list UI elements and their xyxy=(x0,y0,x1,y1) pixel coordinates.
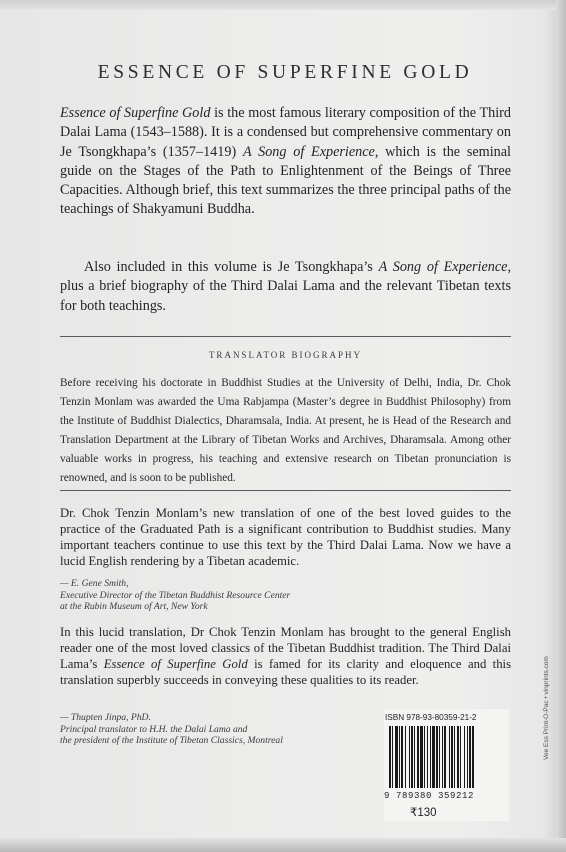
translator-biography-heading: TRANSLATOR BIOGRAPHY xyxy=(208,350,363,360)
contents-text-a: Also included in this volume is Je Tsongkhapa’s xyxy=(84,259,379,275)
translator-biography: Before receiving his doctorate in Buddhist Studies at the University of Delhi, India, Dr. Chok Tenzin Monlam was awarded the Uma Rabjampa (Master’s degree in Buddhist Philosophy) from the Institute of Buddhist Dialectics, Dharamsala, India. At present, he is Head of the Research and Translation Department at the Library of Tibetan Works and Archives, Dharamsala. Among other valuable works in progress, his teaching and extensive research on Tibetan pronunciation is renowned, and is soon to be published. xyxy=(60,377,511,484)
description-paragraph xyxy=(60,104,511,220)
barcode-bar xyxy=(444,726,446,788)
barcode-bar xyxy=(405,726,406,788)
quote-title-italic: Essence of Superfine Gold xyxy=(103,657,248,671)
endorser-role: at the Rubin Museum of Art, New York xyxy=(60,601,208,612)
song-title-italic: A Song of Experience xyxy=(242,143,375,160)
isbn-label: ISBN 978-93-80359-21-2 xyxy=(385,713,477,722)
barcode-bar xyxy=(432,726,435,788)
endorsement-attribution xyxy=(60,578,290,613)
barcode-bar xyxy=(457,726,459,788)
endorser-name: — E. Gene Smith, xyxy=(60,578,129,589)
barcode-bar xyxy=(464,726,465,788)
barcode-bar xyxy=(430,726,431,788)
quote-text-b: is famed for its clarity and eloquence and this translation superbly succeeds in conveying these qualities to its reader. xyxy=(60,657,512,687)
barcode-bar xyxy=(414,726,415,788)
barcode-bar xyxy=(451,726,453,788)
barcode-bar xyxy=(472,726,474,788)
title-italic: Essence of Superfine Gold xyxy=(60,105,211,121)
contents-italic: A Song of Experience xyxy=(378,259,508,275)
endorsement-attribution xyxy=(60,712,283,747)
isbn-digits: 9 789380 359212 xyxy=(384,791,475,801)
barcode-bar xyxy=(417,726,419,788)
description-text-b: , which is the seminal guide on the Stages of the Path to Enlightenment of the Beings of Three Capacities. Although brief, this text summarizes the three principal paths of the teachings of Shakyamuni Buddha. xyxy=(60,143,511,218)
barcode-bar xyxy=(424,726,425,788)
barcode-bar xyxy=(392,726,393,788)
contents-paragraph xyxy=(60,258,511,316)
endorser-role: Principal translator to H.H. the Dalai Lama and xyxy=(60,723,248,735)
endorser-name: — Thupten Jinpa, PhD. xyxy=(60,712,151,723)
barcode-icon xyxy=(388,726,504,788)
quote-text-a: In this lucid translation, Dr Chok Tenzin Monlam has brought to the general English reader one of the most loved classics of the Tibetan Buddhist tradition. The Third Dalai Lama’s xyxy=(60,625,511,671)
barcode-bar xyxy=(449,726,450,788)
barcode-bar xyxy=(467,726,468,788)
price-label: ₹130 xyxy=(410,807,437,819)
description-text-a: is the most famous literary composition of the Third Dalai Lama (1543–1588). It is a condensed but comprehensive commentary on Je Tsongkhapa’s (1357–1419) xyxy=(60,105,511,160)
divider-rule xyxy=(60,490,511,491)
barcode-bar xyxy=(460,726,461,788)
barcode-bar xyxy=(469,726,471,788)
endorsement-quote: Dr. Chok Tenzin Monlam’s new translation of one of the best loved guides to the practice of the Graduated Path is a significant contribution to Buddhist studies. Many important teachers continue to use this text by the Third Dalai Lama. Now we have a lucid English rendering by a Tibetan academic. xyxy=(60,506,511,568)
barcode-bar xyxy=(420,726,423,788)
barcode-bar xyxy=(427,726,428,788)
barcode-bar xyxy=(436,726,438,788)
divider-rule xyxy=(60,336,511,337)
barcode-bar xyxy=(399,726,400,788)
barcode-bar xyxy=(439,726,440,788)
page-top-edge xyxy=(0,0,566,10)
barcode-bar xyxy=(411,726,413,788)
barcode-bar xyxy=(442,726,443,788)
printer-imprint: Vee Ess Print-O-Pac • vinprints.com xyxy=(543,656,550,760)
barcode-bar xyxy=(395,726,398,788)
endorsement-quote xyxy=(60,624,511,688)
cover-right-edge xyxy=(556,0,566,852)
barcode-bar xyxy=(401,726,403,788)
cover-bottom-edge xyxy=(0,838,566,852)
contents-text-b: , plus a brief biography of the Third Dalai Lama and the relevant Tibetan texts for both teachings. xyxy=(60,259,511,314)
endorser-role: Executive Director of the Tibetan Buddhist Resource Center xyxy=(60,589,291,601)
barcode-bar xyxy=(389,726,391,788)
endorser-role: the president of the Institute of Tibetan Classics, Montreal xyxy=(60,735,283,746)
barcode-bar xyxy=(409,726,410,788)
book-title: ESSENCE OF SUPERFINE GOLD xyxy=(97,62,473,83)
barcode-label xyxy=(384,709,509,821)
barcode-bar xyxy=(454,726,455,788)
